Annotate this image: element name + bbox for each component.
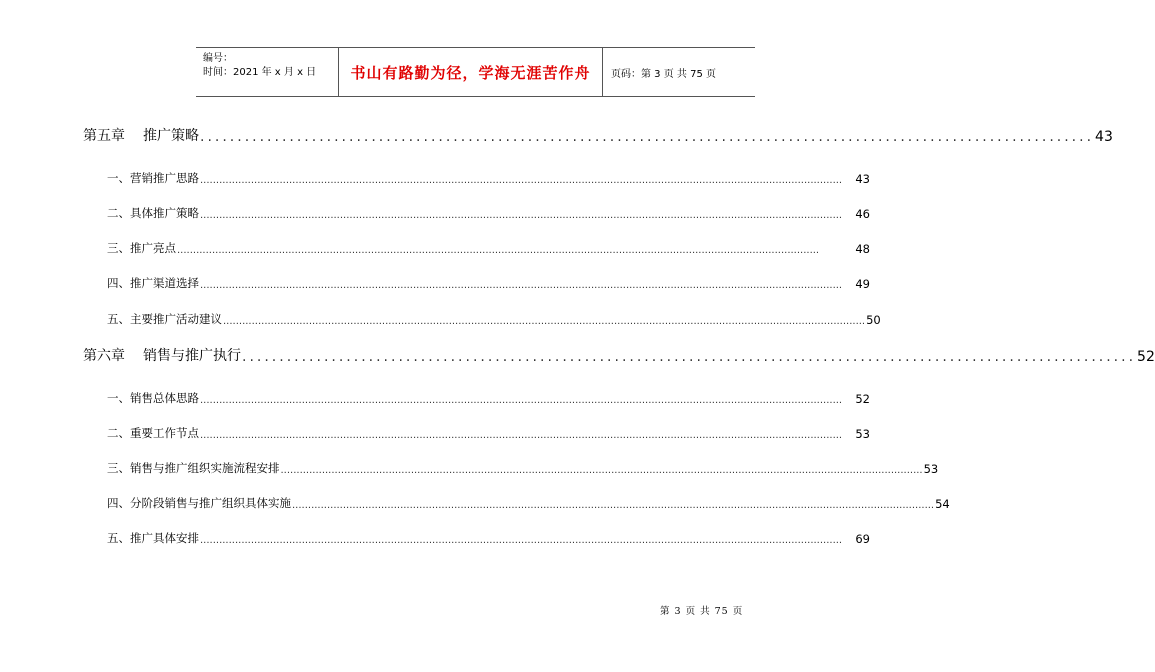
dot-leader: .......................................................................................................................................................................................................... — [200, 210, 843, 221]
page-number: 52 — [855, 392, 870, 406]
section-title: 一、营销推广思路 — [107, 171, 199, 185]
page-number: 69 — [855, 532, 870, 546]
page-number: 48 — [855, 242, 870, 256]
dot-leader: ........................................................................................................................ — [200, 129, 1095, 145]
toc-section[interactable] — [83, 275, 870, 291]
page-number: 43 — [855, 172, 870, 186]
dot-leader: .......................................................................................................................................................................................................... — [280, 465, 923, 476]
dot-leader: ........................................................................................................................ — [242, 349, 1137, 365]
section-title: 二、具体推广策略 — [107, 206, 199, 220]
toc-section[interactable] — [83, 390, 870, 406]
dot-leader: .......................................................................................................................................................................................................... — [200, 430, 843, 441]
page-number: 46 — [855, 207, 870, 221]
page-footer: 第 3 页 共 75 页 — [660, 606, 744, 617]
dot-leader: .......................................................................................................................................................................................................... — [200, 280, 843, 291]
dot-leader: .......................................................................................................................................................................................................... — [200, 535, 843, 546]
section-title: 三、推广亮点 — [107, 241, 176, 255]
header-motto: 书山有路勤为径，学海无涯苦作舟 — [339, 48, 603, 96]
toc-section[interactable] — [83, 311, 881, 327]
chapter-title: 销售与推广执行 — [143, 348, 241, 364]
section-title: 四、分阶段销售与推广组织具体实施 — [107, 496, 291, 510]
page-number: 52 — [1137, 349, 1155, 365]
toc-section[interactable] — [83, 425, 870, 441]
toc-chapter-5[interactable] — [83, 125, 1113, 145]
page-number: 53 — [923, 462, 939, 476]
dot-leader: .......................................................................................................................................................................................................... — [292, 500, 935, 511]
toc-chapter-6[interactable] — [83, 345, 1155, 365]
dot-leader: .......................................................................................................................................................................................................... — [223, 316, 866, 327]
page-number: 43 — [1095, 129, 1113, 145]
page-number: 50 — [866, 313, 881, 327]
section-title: 二、重要工作节点 — [107, 426, 199, 440]
toc-section[interactable] — [83, 460, 939, 476]
dot-leader: .......................................................................................................................................................................................................... — [200, 175, 843, 186]
toc-section[interactable] — [83, 530, 870, 546]
chapter-number: 第五章 — [83, 128, 125, 144]
toc-section[interactable] — [83, 205, 870, 221]
section-title: 五、推广具体安排 — [107, 531, 199, 545]
time-label: 时间：2021 年 x 月 x 日 — [203, 67, 317, 78]
section-title: 一、销售总体思路 — [107, 391, 199, 405]
chapter-number: 第六章 — [83, 348, 125, 364]
page-number: 54 — [935, 497, 950, 511]
chapter-title: 推广策略 — [143, 128, 199, 144]
dot-leader: .......................................................................................................................................................................................................... — [200, 395, 843, 406]
section-title: 三、销售与推广组织实施流程安排 — [107, 461, 280, 475]
header-meta — [196, 48, 339, 96]
toc-section[interactable] — [83, 495, 950, 511]
page-number: 49 — [855, 277, 870, 291]
section-title: 五、主要推广活动建议 — [107, 312, 222, 326]
page-header — [196, 47, 755, 97]
number-label: 编号： — [203, 53, 233, 64]
toc-section[interactable] — [83, 240, 870, 256]
toc-section[interactable] — [83, 170, 870, 186]
section-title: 四、推广渠道选择 — [107, 276, 199, 290]
header-page-info: 页码：第 3 页 共 75 页 — [611, 68, 716, 80]
dot-leader: .......................................................................................................................................................................................................... — [177, 245, 820, 256]
page-number: 53 — [855, 427, 870, 441]
